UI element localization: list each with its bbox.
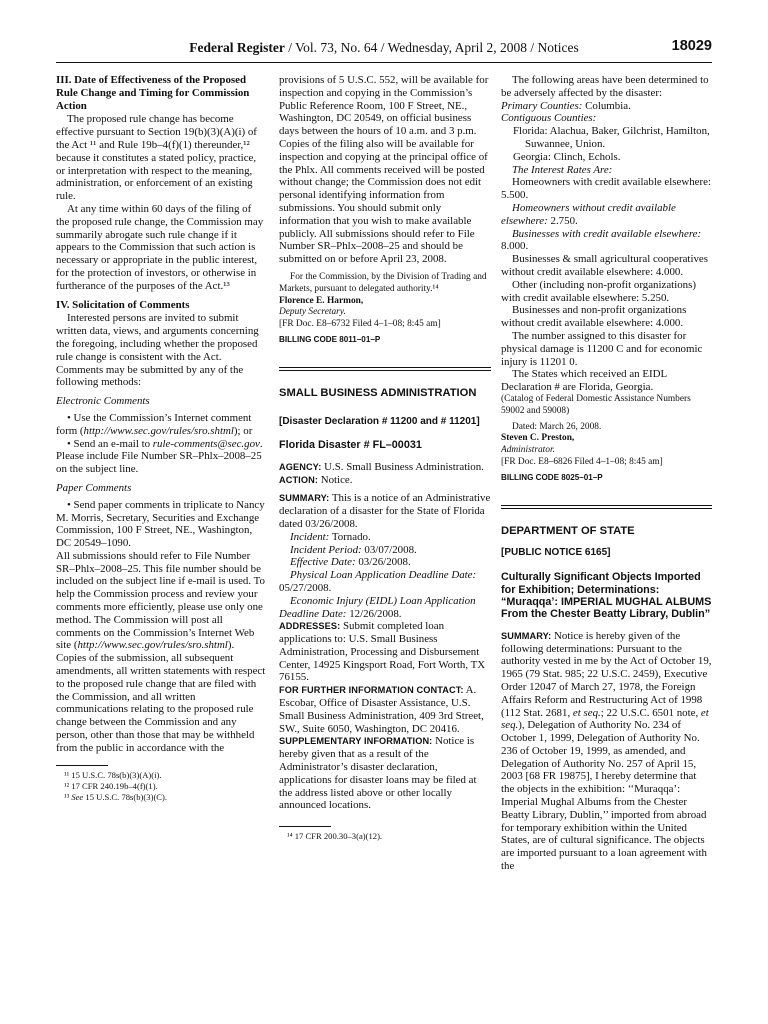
page-header	[56, 37, 712, 59]
disaster-numbers: The number assigned to this disaster for physical damage is 11200 C and for economic injury is 11201 0.	[501, 329, 703, 368]
section-heading-iv: IV. Solicitation of Comments	[56, 298, 190, 311]
fr-doc: [FR Doc. E8–6826 Filed 4–1–08; 8:45 am]	[501, 456, 663, 467]
dated-line: Dated: March 26, 2008.	[512, 421, 602, 432]
signer-name: Florence E. Harmon,	[279, 295, 364, 306]
action-line: ACTION: Notice.	[279, 473, 353, 486]
bullet-comment-form: • Use the Commission’s Internet comment form (http://www.sec.gov/rules/sro.shtml); or	[56, 411, 253, 437]
florida-counties: Florida: Alachua, Baker, Gilchrist, Hamilton, Suwannee, Union.	[513, 125, 710, 150]
summary-paragraph: SUMMARY: Notice is hereby given of the following determinations: Pursuant to the authority vested in me by the Act of October 19, 1965 (79 Stat. 985; 22 U.S.C. 2459), Executive Order 12047 of March 27, 1978, the Foreign Affairs Reform and Restructuring Act of 1998 (112 Stat. 2681, et seq.; 22 U.S.C. 6501 note, et seq.), Delegation of Authority No. 234 of October 1, 1999, Delegation of Authority No. 236 of October 19, 1999, as amended, and Delegation of Authority No. 257 of April 15, 2003 [68 FR 19875], I hereby determine that the objects in the exhibition: ‘‘Muraqqa’: Imperial Mughal Albums from the Chester Beatty Library, Dublin,’’ imported from abroad for temporary exhibition within the United States, are of cultural significance. The objects are imported pursuant to a loan agreement with the	[501, 629, 712, 873]
contact-line: FOR FURTHER INFORMATION CONTACT: A. Escobar, Office of Disaster Assistance, U.S. Small Business Administration, 409 3rd Street, SW., Suite 6050, Washington, DC 20416.	[279, 684, 484, 735]
disaster-title: Florida Disaster # FL–00031	[279, 439, 422, 452]
rate-nonprofit-with-credit: Other (including non-profit organizations) with credit available elsewhere: 5.250.	[501, 278, 696, 304]
rate-homeowners-with-credit: Homeowners with credit available elsewhere: 5.500.	[501, 176, 711, 202]
physical-deadline-line: Physical Loan Application Deadline Date: 05/27/2008.	[279, 569, 477, 594]
column-3	[501, 74, 712, 873]
catalog-note: (Catalog of Federal Domestic Assistance Numbers 59002 and 59008)	[501, 393, 691, 416]
billing-code: BILLING CODE 8011–01–P	[279, 334, 381, 344]
disaster-declaration: [Disaster Declaration # 11200 and # 11201]	[279, 415, 480, 427]
signer-name: Steven C. Preston,	[501, 433, 575, 444]
rate-nonprofit-without-credit: Businesses and non-profit organizations without credit available elsewhere: 4.000.	[501, 304, 687, 330]
section-heading-iii: III. Date of Effectiveness of the Proposed Rule Change and Timing for Commission Action	[56, 74, 250, 112]
affected-areas-intro: The following areas have been determined to be adversely affected by the disaster:	[501, 74, 709, 99]
rate-homeowners-without-credit: Homeowners without credit available elsewhere: 2.750.	[501, 201, 676, 227]
incident-period-line: Incident Period: 03/07/2008.	[290, 543, 417, 556]
column-2	[279, 74, 491, 842]
inspection-paragraph: provisions of 5 U.S.C. 552, will be available for inspection and copying in the Commission’s Public Reference Room, 100 F Street, NE., Washington, DC 20549, on official business days between the hours of 10 a.m. and 3 p.m. Copies of the filing also will be available for inspection and copying at the principal office of the Phlx. All comments received will be posted without change; the Commission does not edit personal identifying information from submissions. You should submit only information that you wish to make available publicly. All submissions should refer to File Number SR–Phlx–2008–25 and should be submitted on or before April 23, 2008.	[279, 74, 489, 266]
addresses-line: ADDRESSES: Submit completed loan applications to: U.S. Small Business Administration, Processing and Disbursement Center, 14925 Kingsport Road, Fort Worth, TX 76155.	[279, 620, 486, 684]
rate-businesses-with-credit: Businesses with credit available elsewhere: 8.000.	[501, 227, 702, 253]
public-notice-number: [PUBLIC NOTICE 6165]	[501, 547, 611, 559]
signer-title: Deputy Secretary.	[279, 307, 346, 318]
notice-title: Culturally Significant Objects Imported for Exhibition; Determinations: “Muraqqa’: IMPERIAL MUGHAL ALBUMS From the Chester Beatty Library, Dublin”	[501, 571, 712, 621]
section-separator	[501, 505, 712, 509]
footnote-11: ¹¹ 15 U.S.C. 78s(b)(3)(A)(i).	[64, 769, 162, 780]
footnote-13: ¹³ See 15 U.S.C. 78s(b)(3)(C).	[64, 792, 168, 803]
effective-date-line: Effective Date: 03/26/2008.	[290, 556, 411, 569]
solicitation-paragraph: Interested persons are invited to submit written data, views, and arguments concerning the foregoing, including whether the proposed rule change is consistent with the Act. Comments may be submitted by any of the following methods:	[56, 312, 259, 389]
footnote-14: ¹⁴ 17 CFR 200.30–3(a)(12).	[287, 831, 383, 842]
effectiveness-paragraph: The proposed rule change has become effective pursuant to Section 19(b)(3)(A)(i) of the Act ¹¹ and Rule 19b–4(f)(1) thereunder,¹² because it constitutes a stated policy, practice, or interpretation with respect to the meaning, administration, or enforcement of an existing rule.	[56, 113, 257, 203]
sec-comment-link[interactable]: http://www.sec.gov/rules/sro.shtml	[83, 424, 234, 437]
column-1	[56, 74, 266, 803]
bullet-email: • Send an e-mail to rule-comments@sec.gov. Please include File Number SR–Phlx–2008–25 on the subject line.	[56, 437, 263, 476]
publication-name: Federal Register	[189, 40, 285, 55]
paper-comments-heading: Paper Comments	[56, 481, 132, 494]
footnote-12: ¹² 17 CFR 240.19b–4(f)(1).	[64, 780, 158, 791]
page-number: 18029	[671, 38, 712, 54]
section-separator	[279, 367, 491, 371]
issue-citation: / Vol. 73, No. 64 / Wednesday, April 2, 2008 / Notices	[284, 40, 579, 55]
bullet-paper: • Send paper comments in triplicate to Nancy M. Morris, Secretary, Securities and Exchange Commission, 100 F Street, NE., Washington, DC 20549–1090.	[56, 498, 265, 550]
georgia-counties: Georgia: Clinch, Echols.	[513, 150, 621, 163]
agency-heading: DEPARTMENT OF STATE	[501, 524, 635, 537]
footnote-rule	[56, 765, 108, 766]
signer-title: Administrator.	[501, 445, 555, 456]
eidl-states: The States which received an EIDL Declaration # are Florida, Georgia.	[501, 368, 667, 394]
submissions-paragraph: All submissions should refer to File Number SR–Phlx–2008–25. This file number should be included on the subject line if e-mail is used. To help the Commission process and review your comments more efficiently, please use only one method. The Commission will post all comments on the Commission’s Internet Web site (http://www.sec.gov/rules/sro.shtml). Copies of the submission, all subsequent amendments, all written statements with respect to the proposed rule change that are filed with the Commission, and all written communications relating to the proposed rule change between the Commission and any person, other than those that may be withheld from the public in accordance with the	[56, 549, 266, 754]
incident-line: Incident: Tornado.	[290, 530, 371, 543]
abrogation-paragraph: At any time within 60 days of the filing of the proposed rule change, the Commission may summarily abrogate such rule change if it appears to the Commission that such action is necessary or appropriate in the public interest, for the protection of investors, or otherwise in furtherance of the purposes of the Act.¹³	[56, 202, 264, 292]
running-head	[56, 40, 712, 56]
summary-line: SUMMARY: This is a notice of an Administrative declaration of a disaster for the State of Florida dated 03/26/2008.	[279, 492, 491, 530]
billing-code: BILLING CODE 8025–01–P	[501, 472, 603, 482]
electronic-comments-heading: Electronic Comments	[56, 395, 150, 408]
fr-doc: [FR Doc. E8–6732 Filed 4–1–08; 8:45 am]	[279, 319, 441, 330]
footnote-rule	[279, 826, 331, 827]
agency-heading: SMALL BUSINESS ADMINISTRATION	[279, 386, 477, 399]
agency-line: AGENCY: U.S. Small Business Administration.	[279, 460, 484, 473]
supplementary-line: SUPPLEMENTARY INFORMATION: Notice is hereby given that as a result of the Administrator’s disaster declaration, applications for disaster loans may be filed at the address listed above or other locally announced locations.	[279, 735, 477, 812]
sec-email-link[interactable]: rule-comments@sec.gov	[152, 437, 260, 450]
sec-website-link[interactable]: http://www.sec.gov/rules/sro.shtml	[77, 639, 228, 652]
eidl-deadline-line: Economic Injury (EIDL) Loan Application Deadline Date: 12/26/2008.	[279, 594, 476, 620]
header-rule	[56, 62, 712, 63]
delegated-authority: For the Commission, by the Division of Trading and Markets, pursuant to delegated authority.¹⁴	[279, 271, 487, 294]
primary-counties: Primary Counties: Columbia.	[501, 99, 631, 112]
rate-small-business-coops: Businesses & small agricultural cooperatives without credit available elsewhere: 4.000.	[501, 253, 708, 278]
contiguous-counties-label: Contiguous Counties:	[501, 112, 597, 125]
interest-rates-label: The Interest Rates Are:	[512, 163, 613, 176]
